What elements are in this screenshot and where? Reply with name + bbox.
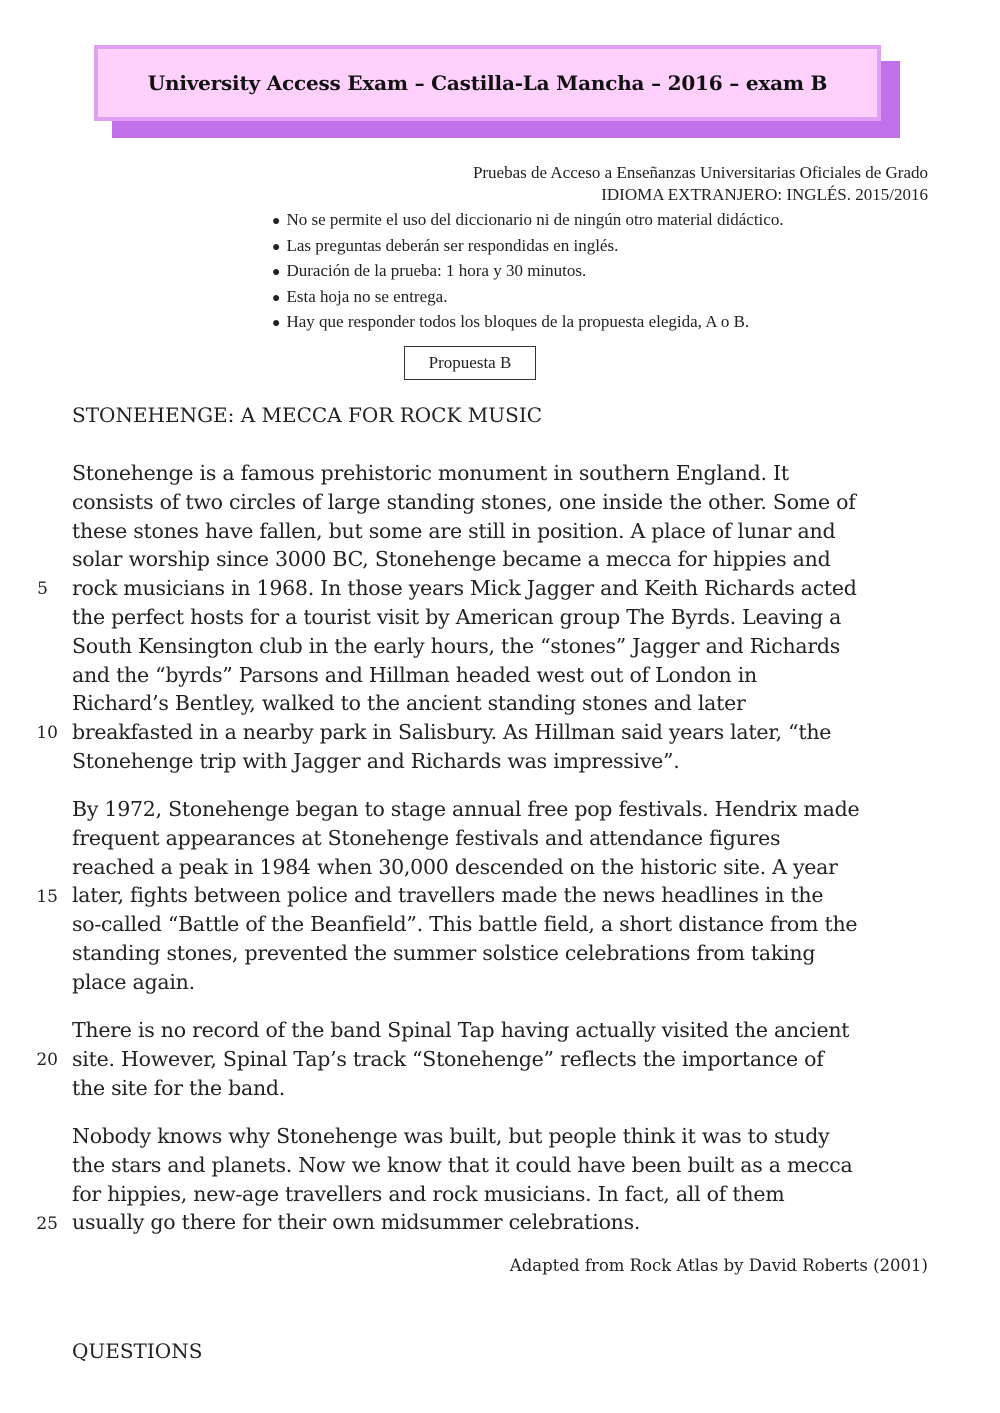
text-line: site. However, Spinal Tap’s track “Stonehenge” reflects the importance of — [72, 1046, 824, 1071]
rule-item: ● Duración de la prueba: 1 hora y 30 minutos. — [272, 259, 784, 285]
text-line: so-called “Battle of the Beanfield”. This battle field, a short distance from the — [72, 912, 858, 937]
text-line: consists of two circles of large standing stones, one inside the other. Some of — [72, 489, 856, 514]
text-line: By 1972, Stonehenge began to stage annual free pop festivals. Hendrix made — [72, 797, 860, 821]
exam-title: University Access Exam – Castilla-La Mancha – 2016 – exam B — [147, 71, 828, 95]
paragraph-4 — [72, 1122, 927, 1237]
text-line: Stonehenge is a famous prehistoric monument in southern England. It — [72, 461, 789, 485]
source-citation: Adapted from Rock Atlas by David Roberts (2001) — [509, 1256, 928, 1275]
text-line: solar worship since 3000 BC, Stonehenge became a mecca for hippies and — [72, 547, 831, 572]
text-line: standing stones, prevented the summer solstice celebrations from taking — [72, 940, 816, 965]
rule-item: ● Esta hoja no se entrega. — [272, 285, 784, 311]
text-line: Stonehenge trip with Jagger and Richards was impressive”. — [72, 748, 680, 773]
header-line-2: IDIOMA EXTRANJERO: INGLÉS. 2015/2016 — [601, 185, 928, 204]
line-number: 20 — [36, 1050, 58, 1070]
text-line: the stars and planets. Now we know that it could have been built as a mecca — [72, 1152, 853, 1177]
line-number: 15 — [36, 887, 58, 907]
exam-header — [473, 162, 928, 206]
paragraph-2 — [72, 795, 927, 997]
line-number: 25 — [36, 1214, 58, 1234]
text-line: the site for the band. — [72, 1075, 286, 1100]
text-line: There is no record of the band Spinal Tap having actually visited the ancient — [72, 1018, 850, 1042]
text-line: Richard’s Bentley, walked to the ancient standing stones and later — [72, 691, 746, 716]
text-line: later, fights between police and travellers made the news headlines in the — [72, 883, 824, 908]
rule-item: ● Hay que responder todos los bloques de la propuesta elegida, A o B. — [272, 310, 784, 336]
text-line: these stones have fallen, but some are still in position. A place of lunar and — [72, 518, 836, 543]
paragraph-3 — [72, 1016, 927, 1102]
line-number: 10 — [36, 723, 58, 743]
questions-heading: QUESTIONS — [72, 1339, 203, 1363]
text-line: South Kensington club in the early hours, the “stones” Jagger and Richards — [72, 633, 841, 658]
exam-banner — [94, 45, 881, 121]
rule-item: ● Las preguntas deberán ser respondidas en inglés. — [272, 234, 784, 260]
text-line: usually go there for their own midsummer celebrations. — [72, 1210, 641, 1235]
paragraph-1 — [72, 459, 927, 776]
text-line: Nobody knows why Stonehenge was built, but people think it was to study — [72, 1124, 830, 1148]
text-line: the perfect hosts for a tourist visit by American group The Byrds. Leaving a — [72, 604, 842, 629]
text-line: place again. — [72, 969, 195, 994]
text-line: rock musicians in 1968. In those years Mick Jagger and Keith Richards acted — [72, 576, 857, 601]
text-line: breakfasted in a nearby park in Salisbury. As Hillman said years later, “the — [72, 720, 832, 745]
exam-rules-list — [272, 208, 784, 336]
reading-title: STONEHENGE: A MECCA FOR ROCK MUSIC — [72, 403, 543, 427]
propuesta-label: Propuesta B — [404, 346, 536, 380]
text-line: reached a peak in 1984 when 30,000 descended on the historic site. A year — [72, 854, 838, 879]
text-line: frequent appearances at Stonehenge festivals and attendance figures — [72, 825, 781, 850]
text-line: and the “byrds” Parsons and Hillman headed west out of London in — [72, 662, 758, 687]
text-line: for hippies, new-age travellers and rock musicians. In fact, all of them — [72, 1181, 785, 1206]
line-number: 5 — [37, 579, 48, 599]
rule-item: ● No se permite el uso del diccionario ni de ningún otro material didáctico. — [272, 208, 784, 234]
header-line-1: Pruebas de Acceso a Enseñanzas Universitarias Oficiales de Grado — [472, 163, 928, 182]
